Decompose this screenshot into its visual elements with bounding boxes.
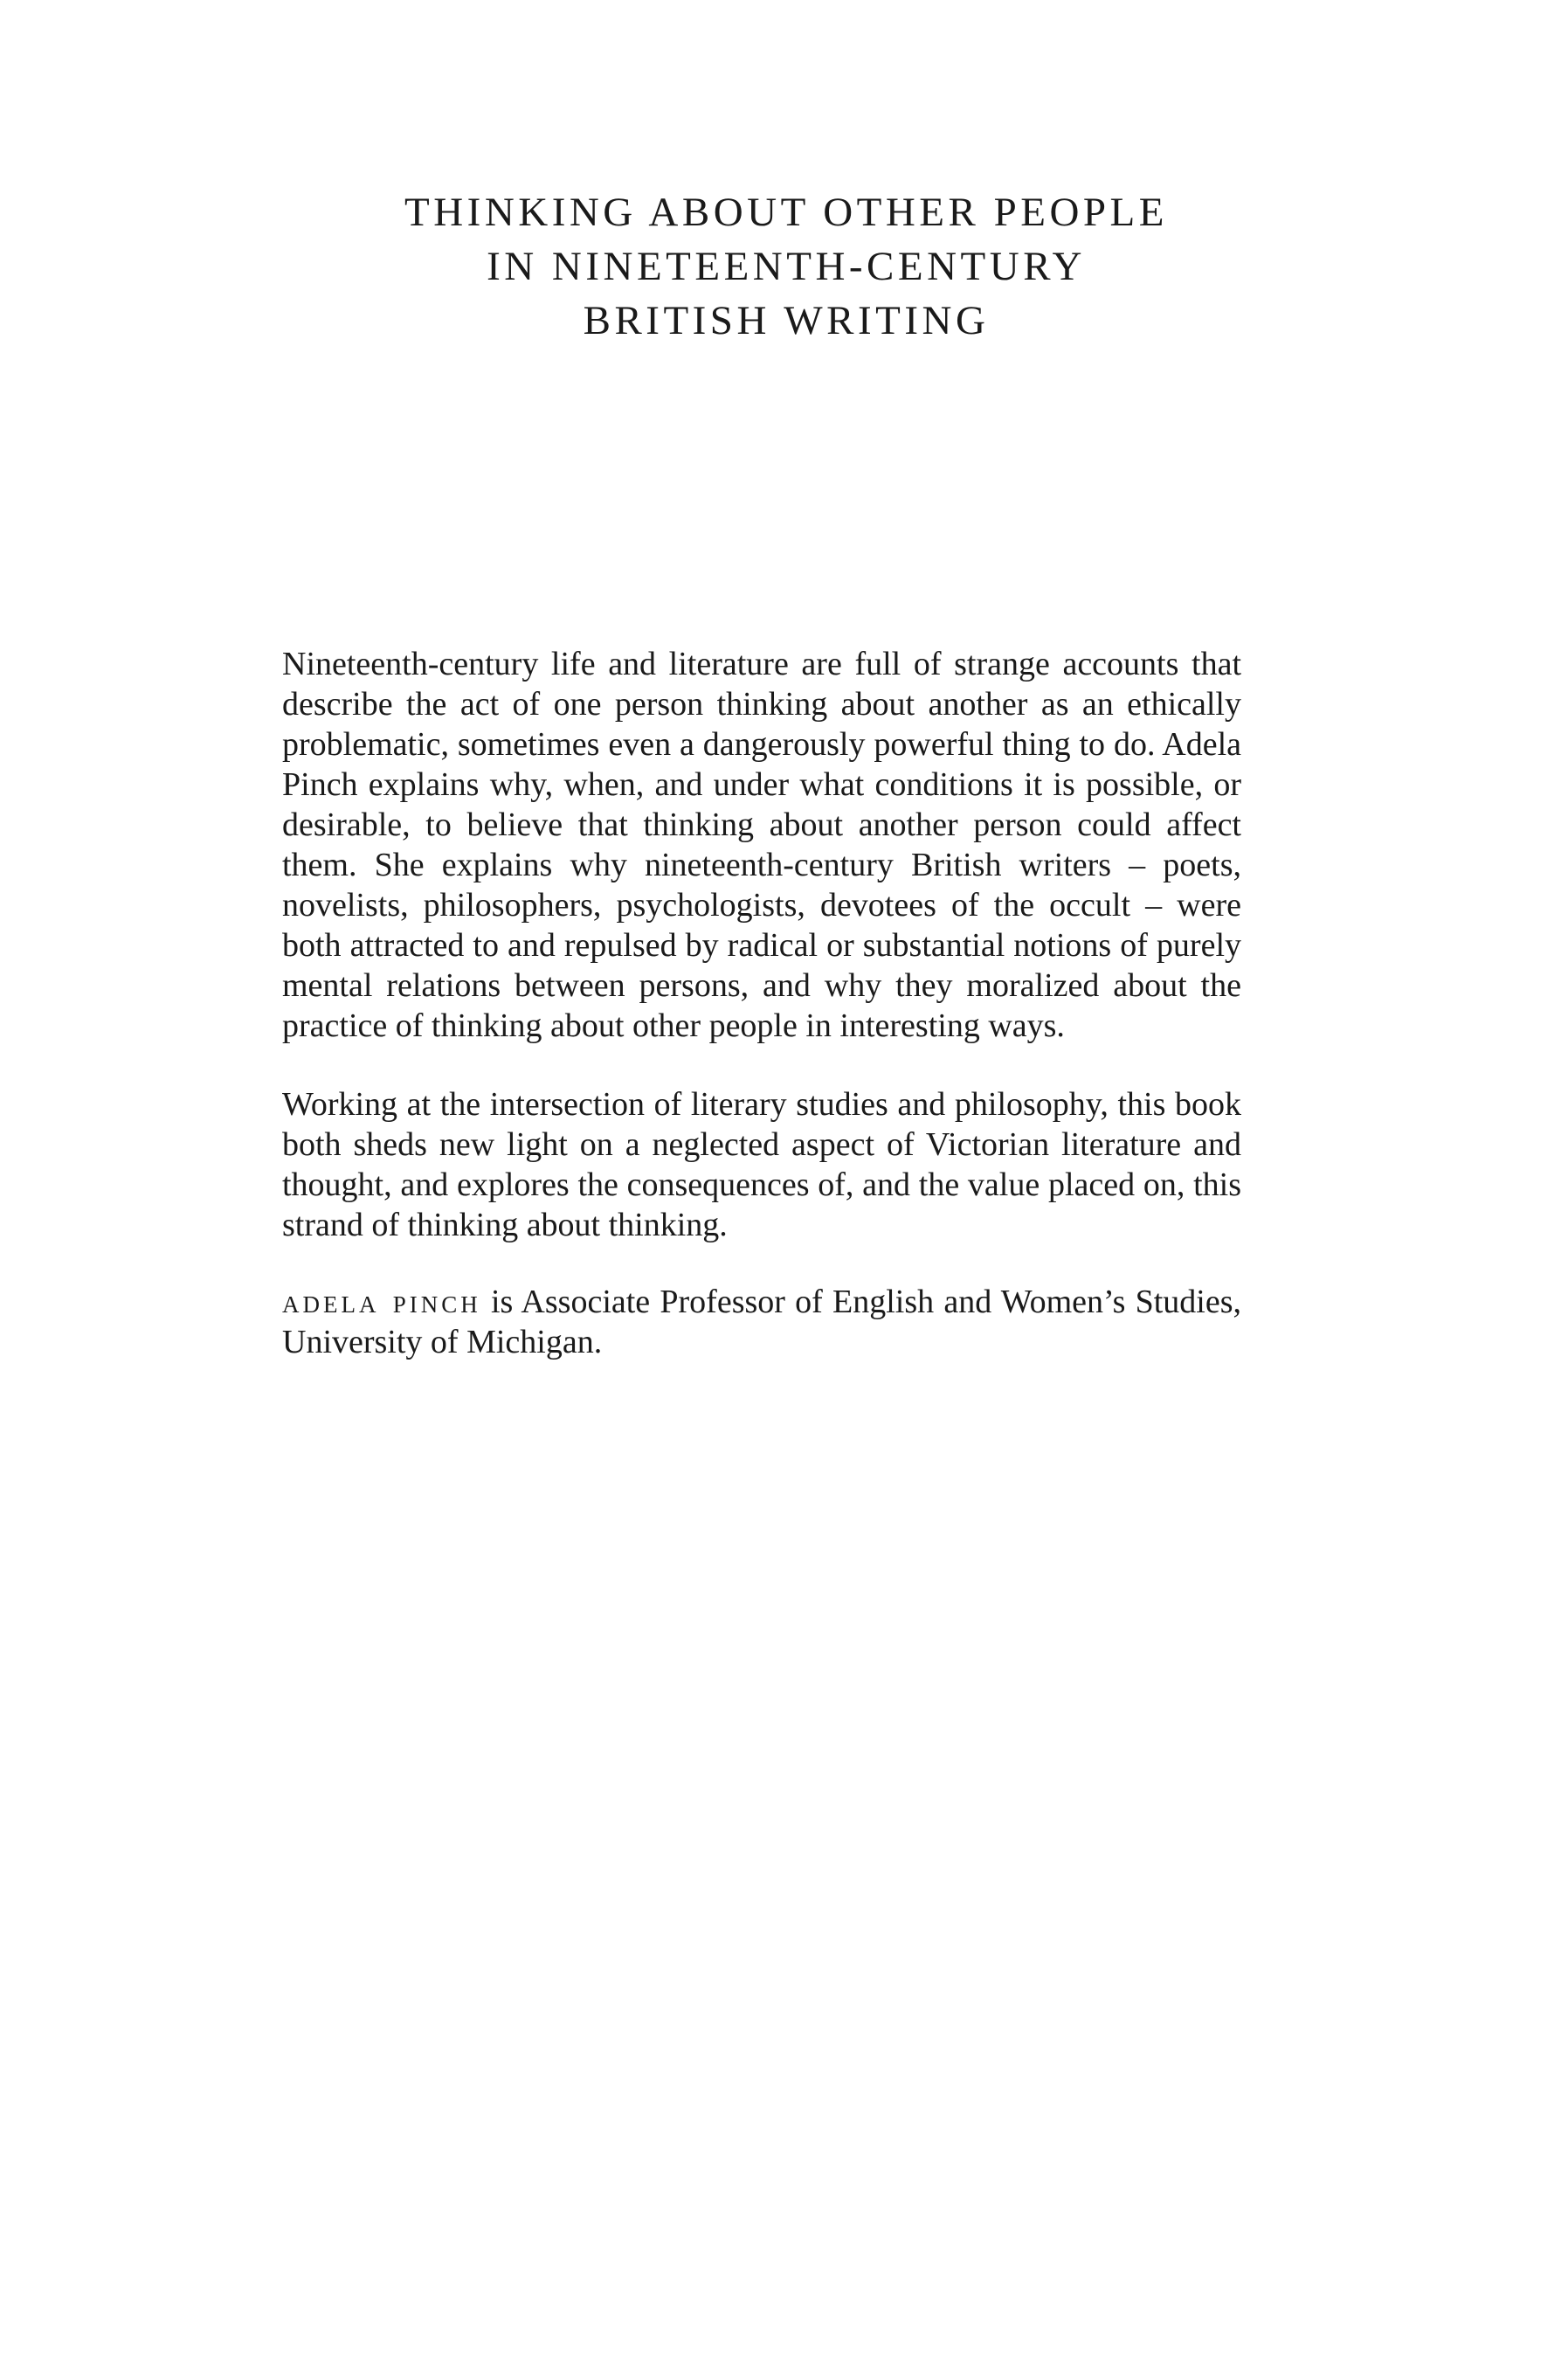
- book-title: [280, 185, 1293, 348]
- book-blurb: [282, 644, 1241, 1362]
- title-line-2: IN NINETEENTH-CENTURY: [487, 244, 1086, 289]
- title-line-1: THINKING ABOUT OTHER PEOPLE: [404, 190, 1168, 235]
- author-bio-paragraph: [282, 1282, 1241, 1362]
- author-bio: is Associate Professor of English and Women’s Studies, University of Michigan.: [282, 1284, 1242, 1360]
- author-name: adela pinch: [282, 1284, 481, 1320]
- blurb-paragraph-1: Nineteenth-century life and literature are full of strange accounts that describe the act of one person thinking about another as an ethically problematic, sometimes even a dangerously powerful thing to do. Adela Pinch explains why, when, and under what conditions it is possible, or desirable, to believe that thinking about another person could affect them. She explains why nineteenth-century British writers – poets, novelists, philosophers, psychologists, devotees of the occult – were both attracted to and repulsed by radical or substantial notions of purely mental relations between persons, and why they moralized about the practice of thinking about other people in interesting ways.: [282, 646, 1241, 1044]
- title-line-3: BRITISH WRITING: [583, 298, 990, 343]
- blurb-paragraph-2: Working at the intersection of literary studies and philosophy, this book both sheds new light on a neglected aspect of Victorian literature and thought, and explores the consequences of, and the value placed on, this strand of thinking about thinking.: [282, 1086, 1241, 1243]
